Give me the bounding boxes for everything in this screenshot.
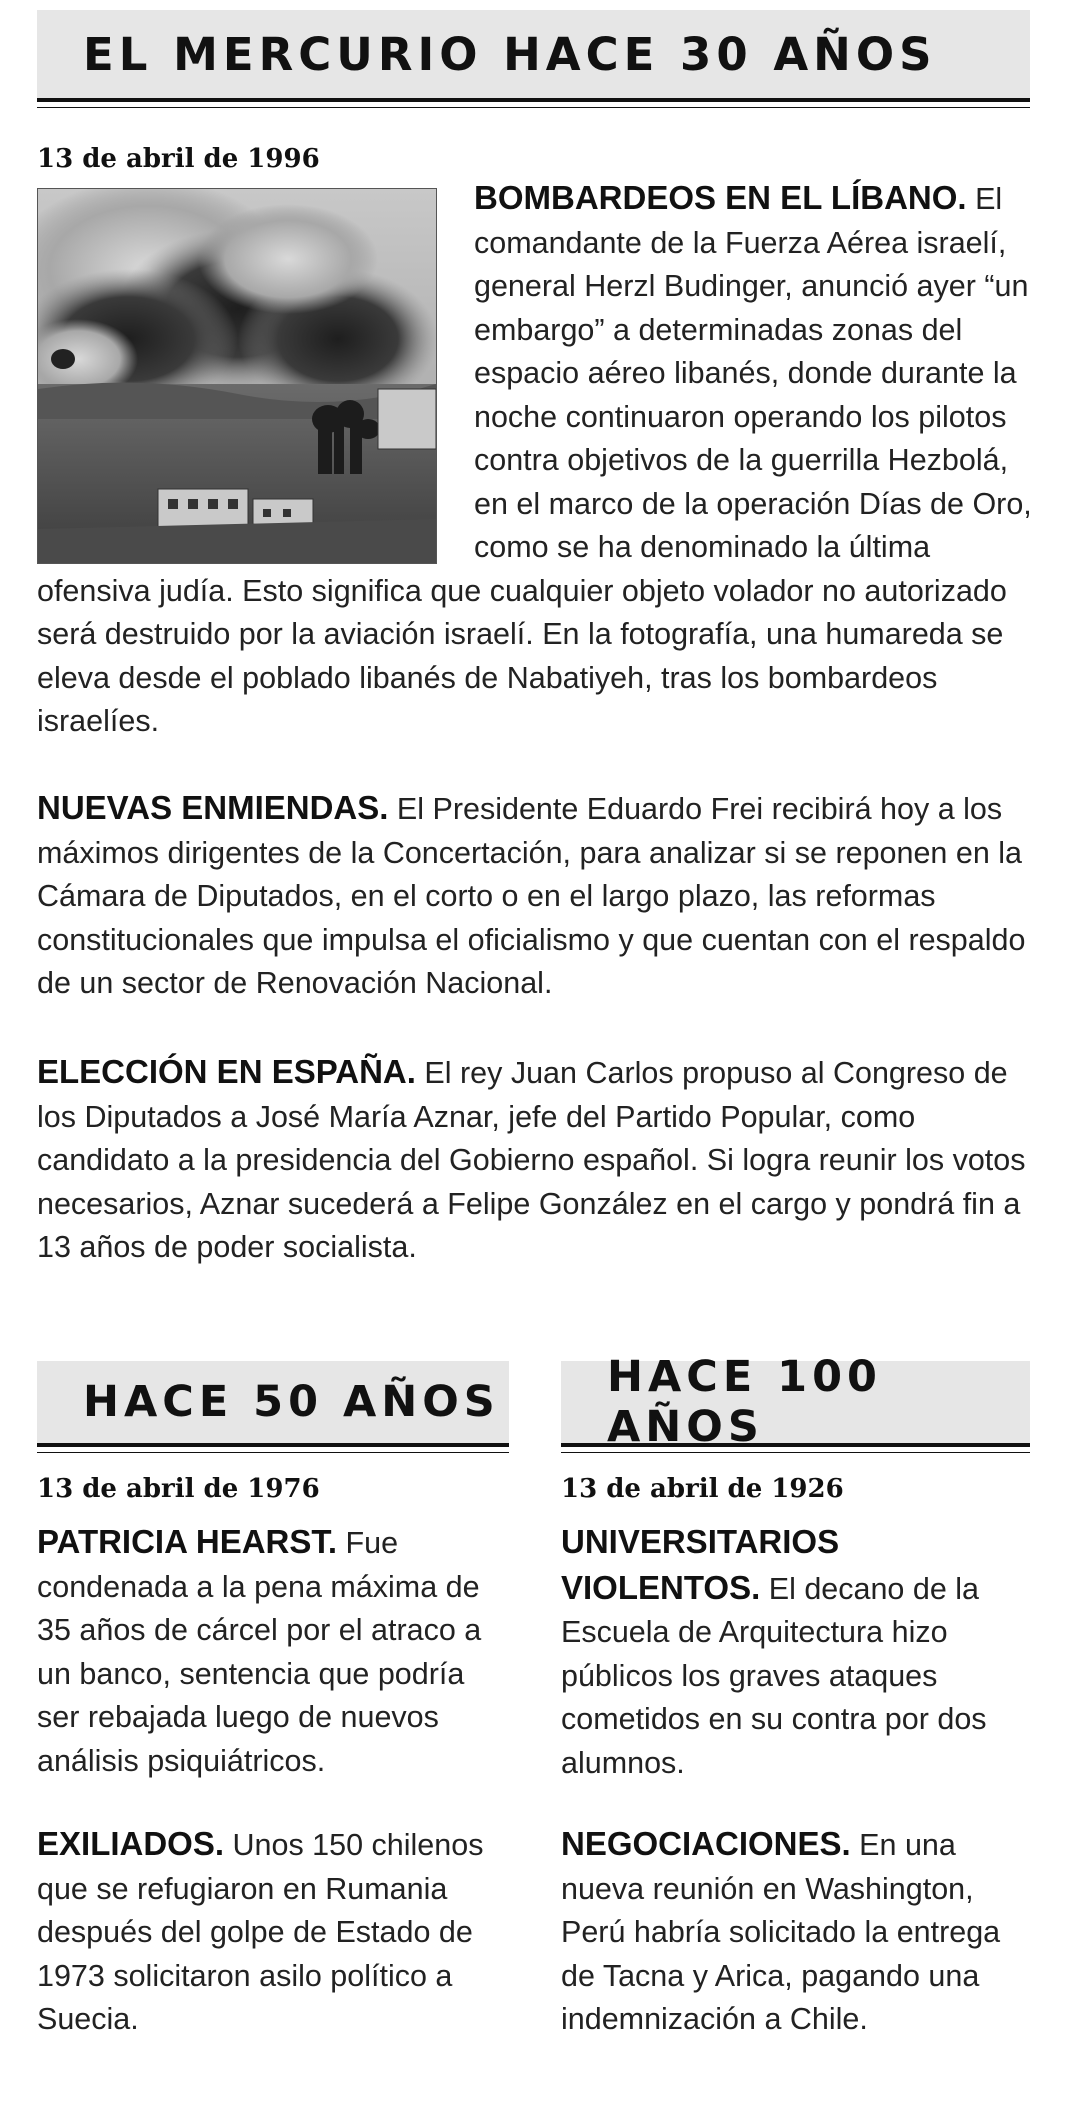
main-section-date: 13 de abril de 1996 <box>37 144 320 174</box>
section-50-title: HACE 50 AÑOS <box>83 1377 500 1427</box>
section-100-title: HACE 100 AÑOS <box>607 1352 882 1452</box>
article-headline: PATRICIA HEARST. <box>37 1523 338 1560</box>
article-body: El rey Juan Carlos propuso al Congreso de los Diputados a José María Aznar, jefe del Partido Popular, como candidato a la presidencia del Gobierno español. Si logra reunir los votos necesarios, Aznar sucederá a Felipe González en el cargo y pondrá fin a 13 años de poder socialista. <box>37 1056 1026 1264</box>
article-headline: UNIVERSITARIOS VIOLENTOS. <box>561 1523 840 1606</box>
article-headline: NUEVAS ENMIENDAS. <box>37 789 389 826</box>
article-body: Fue condenada a la pena máxima de 35 años de cárcel por el atraco a un banco, sentencia que podría ser rebajada luego de nuevos análisis psiquiátricos. <box>37 1526 482 1778</box>
section-50-date: 13 de abril de 1976 <box>37 1474 320 1504</box>
article-negociaciones <box>561 1822 1033 2042</box>
article-body: El Presidente Eduardo Frei recibirá hoy a los máximos dirigentes de la Concertación, para analizar si se reponen en la Cámara de Diputados, en el corto o en el largo plazo, las reformas constitucionales que impulsa el oficialismo y que cuentan con el respaldo de un sector de Renovación Nacional. <box>37 792 1026 1000</box>
article-eleccion-espana <box>37 1050 1033 1270</box>
article-universitarios-violentos <box>561 1520 1033 1785</box>
section-100-date: 13 de abril de 1926 <box>561 1474 844 1504</box>
article-headline: BOMBARDEOS EN EL LÍBANO. <box>474 179 967 216</box>
article-headline: NEGOCIACIONES. <box>561 1825 851 1862</box>
main-section-header <box>37 10 1030 102</box>
article-bombardeos <box>37 176 1033 744</box>
article-body: Unos 150 chilenos que se refugiaron en Rumania después del golpe de Estado de 1973 solicitaron asilo político a Suecia. <box>37 1828 484 2036</box>
article-headline: ELECCIÓN EN ESPAÑA. <box>37 1053 416 1090</box>
article-headline: EXILIADOS. <box>37 1825 225 1862</box>
section-100-header <box>561 1352 1030 1452</box>
section-50-header <box>37 1361 509 1447</box>
article-nuevas-enmiendas <box>37 786 1033 1006</box>
article-body: El comandante de la Fuerza Aérea israelí, general Herzl Budinger, anunció ayer “un embargo” a determinadas zonas del espacio aéreo libanés, donde durante la noche continuaron operando los pilotos contra objetivos de la guerrilla Hezbolá, en el marco de la operación Días de Oro, como se ha denominado la última ofensiva judía. Esto significa que cualquier objeto volador no autorizado será destruido por la aviación israelí. En la fotografía, una humareda se eleva desde el poblado libanés de Nabatiyeh, tras los bombardeos israelíes. <box>37 182 1032 738</box>
article-body: En una nueva reunión en Washington, Perú habría solicitado la entrega de Tacna y Arica, pagando una indemnización a Chile. <box>561 1828 1001 2036</box>
photo-float-spacer <box>37 176 474 568</box>
article-patricia-hearst <box>37 1520 509 1783</box>
main-section-title: EL MERCURIO HACE 30 AÑOS <box>83 27 937 81</box>
article-exiliados <box>37 1822 509 2042</box>
article-body: El decano de la Escuela de Arquitectura hizo públicos los graves ataques cometidos en su contra por dos alumnos. <box>561 1571 987 1780</box>
